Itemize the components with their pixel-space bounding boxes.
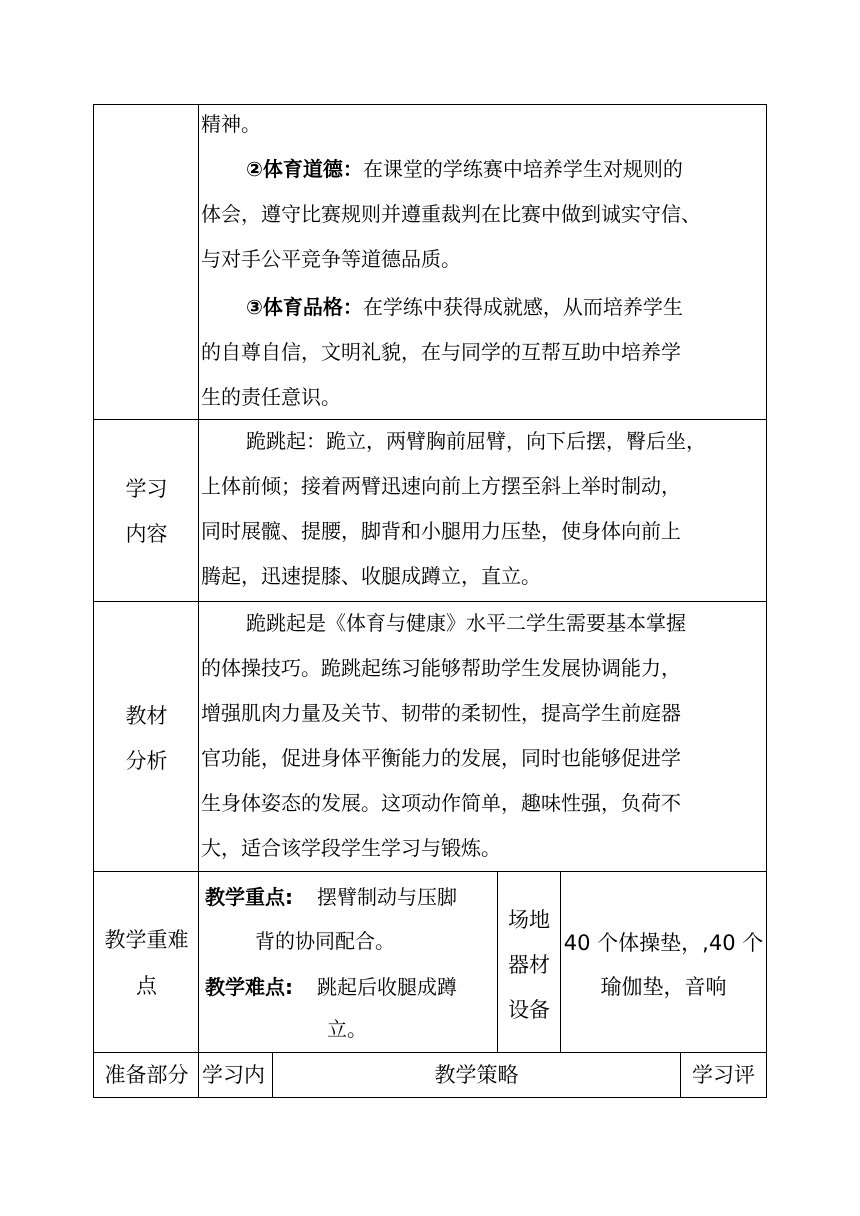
goal-label-character: ③体育品格： [246, 295, 363, 319]
row-label-material-analysis: 分析 [125, 749, 168, 773]
equipment-label: 设备 [508, 998, 550, 1022]
goals-line: 在学练中获得成就感，从而培养学生 [362, 295, 683, 319]
table-border-left [93, 104, 94, 1098]
table-border-right [766, 104, 767, 1098]
content-line: 腾起，迅速提膝、收腿成蹲立，直立。 [201, 564, 541, 588]
analysis-line: 官功能，促进身体平衡能力的发展，同时也能够促进学 [201, 746, 681, 770]
column-divider [497, 871, 498, 1053]
goals-line: 生的责任意识。 [201, 385, 341, 409]
difficulty-text: 跳起后收腿成蹲 [317, 975, 457, 999]
content-line: 上体前倾；接着两臂迅速向前上方摆至斜上举时制动， [201, 474, 681, 498]
row-label-learning-content: 学习 [125, 477, 168, 501]
analysis-line: 跪跳起是《体育与健康》水平二学生需要基本掌握 [246, 611, 686, 635]
focus-text: 摆臂制动与压脚 [317, 885, 457, 909]
equipment-text: 瑜伽垫，音响 [600, 975, 727, 999]
equipment-text: 40 个体操垫，,40 个 [563, 931, 764, 955]
goals-line: 体会，遵守比赛规则并遵重裁判在比赛中做到诚实守信、 [201, 202, 701, 226]
goals-line: 与对手公平竞争等道德品质。 [201, 247, 461, 271]
equipment-label: 器材 [508, 953, 550, 977]
difficulty-line [205, 965, 457, 1009]
header-learning-evaluation: 学习评 [692, 1063, 755, 1087]
difficulty-label: 教学难点: [205, 975, 293, 999]
analysis-line: 增强肌肉力量及关节、韧带的柔韧性，提高学生前庭器 [201, 701, 681, 725]
header-teaching-strategy: 教学策略 [434, 1063, 519, 1087]
focus-text: 背的协同配合。 [255, 929, 395, 953]
row-label-key-points: 点 [136, 974, 157, 998]
goals-line: 精神。 [201, 112, 261, 136]
content-line: 同时展髋、提腰，脚背和小腿用力压垫，使身体向前上 [201, 519, 681, 543]
header-learning-content: 学习内 [202, 1063, 265, 1087]
goals-line: 在课堂的学练赛中培养学生对规则的 [362, 157, 683, 181]
analysis-line: 生身体姿态的发展。这项动作简单，趣味性强，负荷不 [201, 791, 681, 815]
table-border-top [93, 104, 767, 105]
goals-paragraph [246, 285, 683, 330]
analysis-line: 大，适合该学段学生学习与锻炼。 [201, 836, 501, 860]
analysis-line: 的体操技巧。跪跳起练习能够帮助学生发展协调能力， [201, 656, 681, 680]
focus-label: 教学重点: [205, 885, 293, 909]
row-label-learning-content: 内容 [125, 522, 168, 546]
column-divider [198, 104, 199, 1098]
difficulty-text: 立。 [327, 1017, 367, 1041]
row-label-key-points: 教学重难 [104, 928, 189, 952]
row-divider [93, 871, 767, 872]
equipment-label: 场地 [508, 908, 550, 932]
goal-label-ethics: ②体育道德： [246, 157, 363, 181]
row-label-material-analysis: 教材 [125, 704, 168, 728]
focus-line [205, 875, 457, 919]
goals-line: 的自尊自信，文明礼貌，在与同学的互帮互助中培养学 [201, 340, 681, 364]
goals-paragraph [246, 147, 683, 192]
table-border-bottom [93, 1097, 767, 1098]
header-preparation: 准备部分 [104, 1063, 189, 1087]
content-line: 跪跳起：跪立，两臂胸前屈臂，向下后摆，臀后坐， [246, 429, 706, 453]
